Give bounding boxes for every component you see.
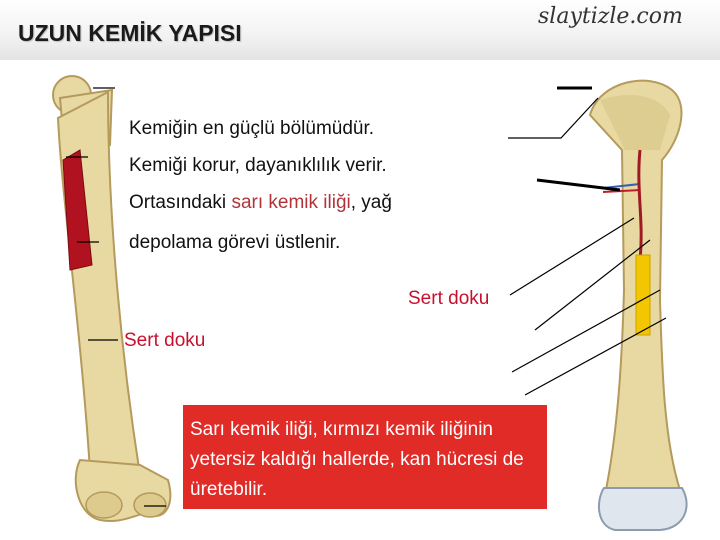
leader-line-right-4 [510, 218, 634, 295]
leader-line-right-3 [537, 180, 620, 190]
callout-text: Sarı kemik iliği, kırmızı kemik iliğinin yetersiz kaldığı hallerde, kan hücresi de üretebilir. [190, 419, 524, 500]
leader-line-right-7 [525, 318, 666, 395]
leader-line-right-5 [535, 240, 650, 330]
label-sert-doku-left: Sert doku [124, 330, 206, 351]
text-line-1: Kemiğin en güçlü bölümüdür. [129, 118, 375, 139]
text-line-2: Kemiği korur, dayanıklılık verir. [129, 155, 387, 176]
text-line-3-after: , yağ [350, 192, 392, 213]
text-line-3 [129, 192, 392, 214]
text-line-3-before: Ortasındaki [129, 192, 232, 213]
highlight-yellow-marrow: sarı kemik iliği [231, 192, 351, 213]
label-sert-doku-right: Sert doku [408, 288, 490, 309]
text-line-4: depolama görevi üstlenir. [129, 232, 341, 253]
leader-line-right-6 [512, 290, 660, 372]
brand-logo: slaytizle.com [538, 4, 683, 29]
callout-box [183, 405, 547, 509]
leader-line-right-2 [508, 98, 598, 138]
slide-title: UZUN KEMİK YAPISI [18, 20, 242, 46]
